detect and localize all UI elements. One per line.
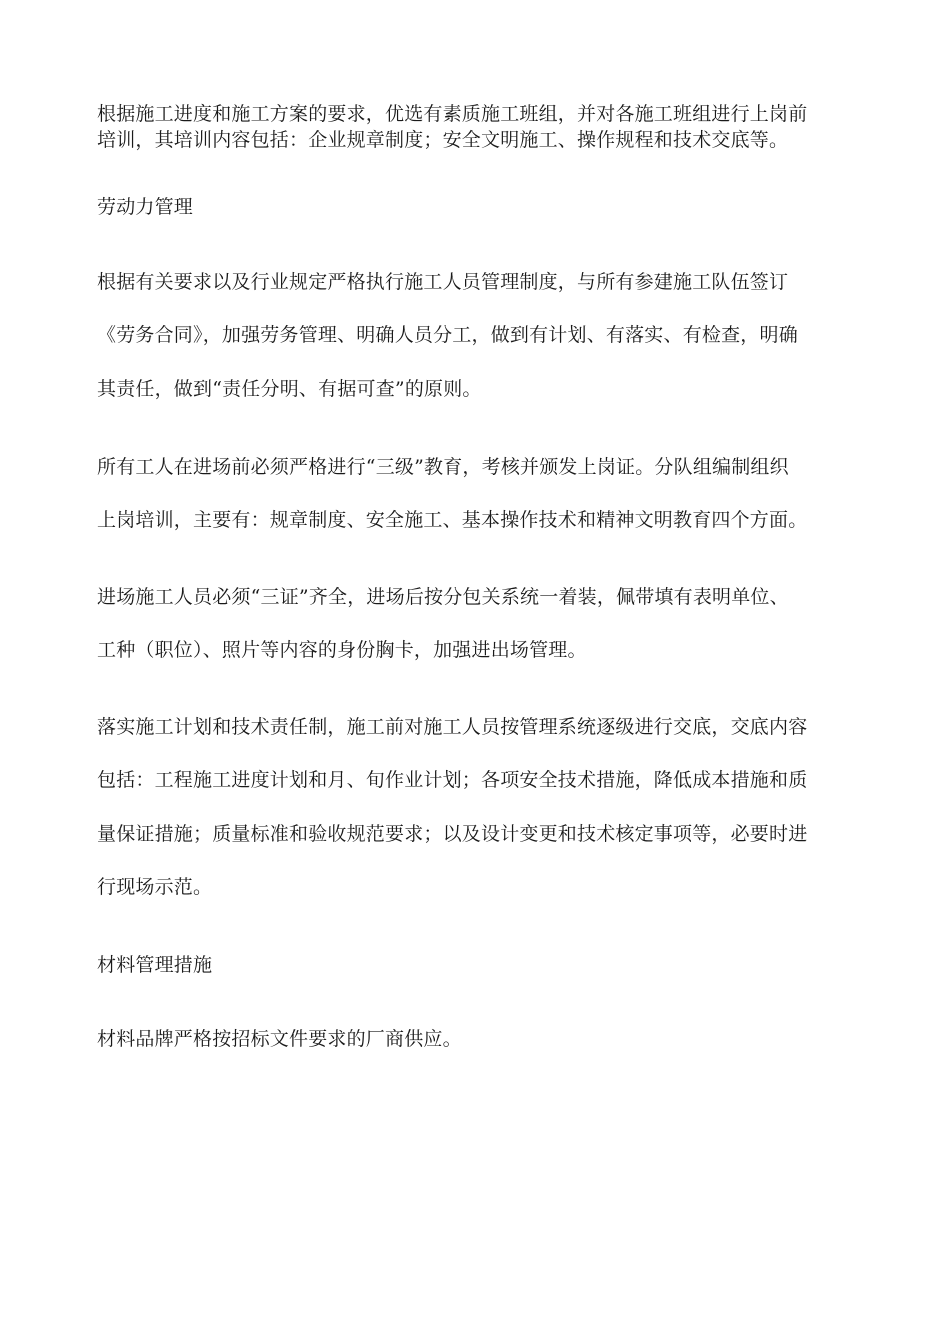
- body-text-line: 上岗培训，主要有：规章制度、安全施工、基本操作技术和精神文明教育四个方面。: [97, 509, 808, 531]
- body-text-line: 行现场示范。: [97, 876, 213, 898]
- section-heading: 劳动力管理: [97, 196, 194, 218]
- section-heading: 材料管理措施: [97, 954, 213, 976]
- body-text-line: 量保证措施；质量标准和验收规范要求；以及设计变更和技术核定事项等，必要时进: [97, 823, 808, 845]
- body-text-line: 根据有关要求以及行业规定严格执行施工人员管理制度，与所有参建施工队伍签订: [97, 271, 789, 293]
- body-text-line: 《劳务合同》，加强劳务管理、明确人员分工，做到有计划、有落实、有检查，明确: [97, 324, 798, 346]
- body-text-line: 落实施工计划和技术责任制，施工前对施工人员按管理系统逐级进行交底，交底内容: [97, 716, 808, 738]
- body-text-line: 材料品牌严格按招标文件要求的厂商供应。: [97, 1028, 462, 1050]
- body-text-line: 培训，其培训内容包括：企业规章制度；安全文明施工、操作规程和技术交底等。: [97, 129, 789, 151]
- body-text-line: 工种（职位）、照片等内容的身份胸卡，加强进出场管理。: [97, 639, 587, 661]
- body-text-line: 根据施工进度和施工方案的要求，优选有素质施工班组，并对各施工班组进行上岗前: [97, 103, 808, 125]
- body-text-line: 包括：工程施工进度计划和月、旬作业计划；各项安全技术措施，降低成本措施和质: [97, 769, 808, 791]
- body-text-line: 进场施工人员必须“三证”齐全，进场后按分包关系统一着装，佩带填有表明单位、: [97, 586, 789, 608]
- body-text-line: 所有工人在进场前必须严格进行“三级”教育，考核并颁发上岗证。分队组编制组织: [97, 456, 789, 478]
- body-text-line: 其责任，做到“责任分明、有据可查”的原则。: [97, 378, 482, 400]
